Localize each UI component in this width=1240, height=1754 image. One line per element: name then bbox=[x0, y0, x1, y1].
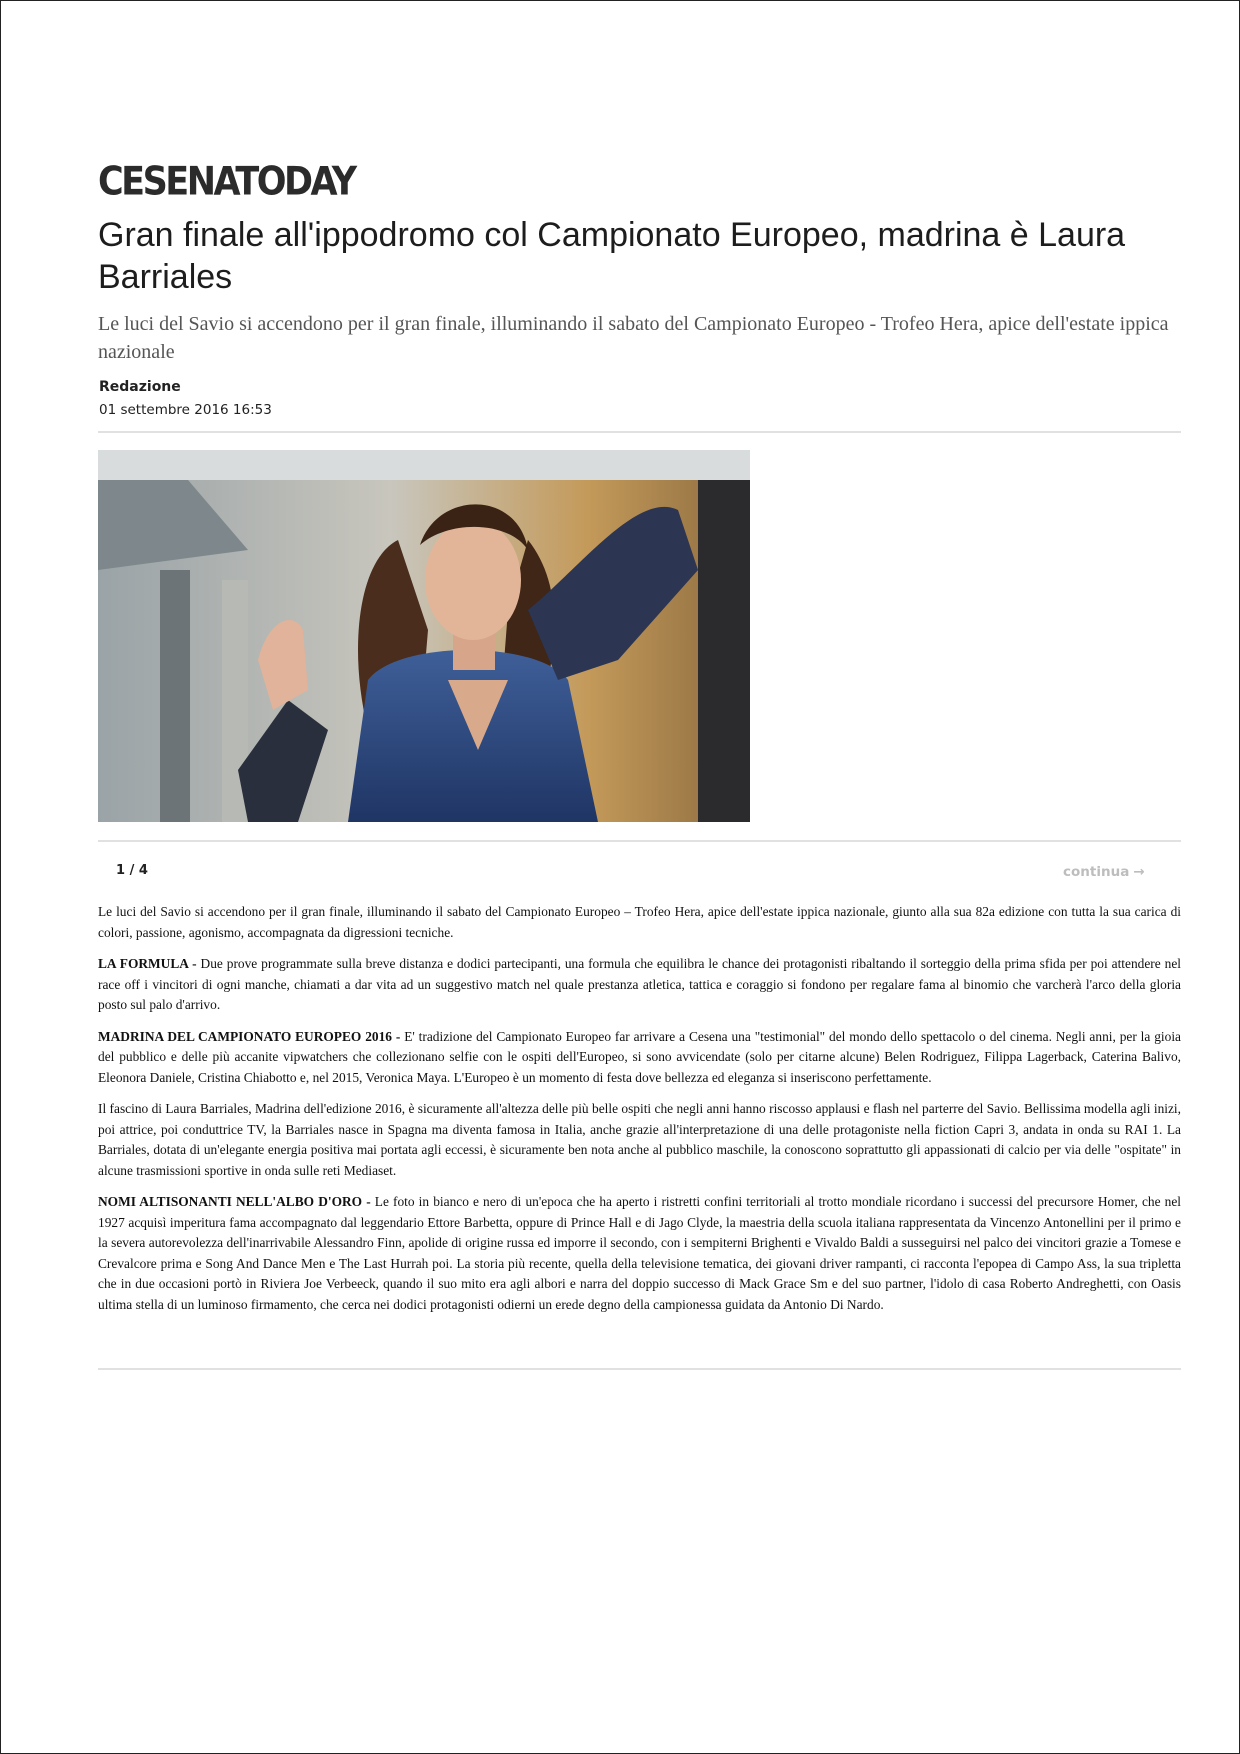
divider bbox=[98, 431, 1181, 433]
gallery-photo[interactable] bbox=[98, 450, 750, 822]
article-date: 01 settembre 2016 16:53 bbox=[99, 402, 272, 418]
continue-label: continua bbox=[1063, 864, 1130, 880]
article-subtitle: Le luci del Savio si accendono per il gran finale, illuminando il sabato del Campionato Europeo - Trofeo Hera, apice dell'estate ippica nazionale bbox=[98, 313, 1169, 363]
section-heading: MADRINA DEL CAMPIONATO EUROPEO 2016 - bbox=[98, 1028, 401, 1044]
section-heading: LA FORMULA - bbox=[98, 956, 197, 971]
article-title: Gran finale all'ippodromo col Campionato Europeo, madrina è Laura Barriales bbox=[98, 216, 1126, 296]
article-author[interactable]: Redazione bbox=[99, 379, 181, 395]
article-body bbox=[98, 902, 1181, 1326]
paragraph: Le luci del Savio si accendono per il gran finale, illuminando il sabato del Campionato Europeo – Trofeo Hera, apice dell'estate ippica nazionale, giunto alla sua 82a edizione con tutta la sua carica di colori, passione, agonismo, accompagnata da digressioni tecniche. bbox=[98, 904, 1181, 940]
paragraph: LA FORMULA - Due prove programmate sulla breve distanza e dodici partecipanti, una formula che equilibra le chance dei protagonisti ribaltando il sorteggio della prima sfida per poi attendere nel race off i vincitori di ogni manche, chiamati a dar vita ad un suggestivo match nel quale prestanza atletica, tattica e coraggio si fondono per regalare fama al binomio che varcherà l'arco della gloria posto sul palo d'arrivo. bbox=[98, 956, 1181, 1012]
section-heading: NOMI ALTISONANTI NELL'ALBO D'ORO - bbox=[98, 1194, 371, 1209]
continue-button[interactable] bbox=[1063, 864, 1145, 880]
site-logo[interactable]: CESENATODAY bbox=[98, 160, 355, 205]
divider bbox=[98, 1368, 1181, 1370]
paragraph: Il fascino di Laura Barriales, Madrina dell'edizione 2016, è sicuramente all'altezza delle più belle ospiti che negli anni hanno riscosso applausi e flash nel parterre del Savio. Bellissima modella agli inizi, poi attrice, poi conduttrice TV, la Barriales nasce in Spagna ma diventa famosa in Italia, anche grazie all'interpretazione di una delle protagoniste nella fiction Capri 3, andata in onda su RAI 1. La Barriales, dotata di un'elegante energia positiva mai portata agli eccessi, è sicuramente ben nota anche al pubblico maschile, la conoscono soprattutto gli appassionati di calcio per via delle "ospitate" in alcune trasmissioni sportive in onda sulle reti Mediaset. bbox=[98, 1101, 1181, 1178]
gallery-counter: 1 / 4 bbox=[116, 863, 148, 878]
paragraph: MADRINA DEL CAMPIONATO EUROPEO 2016 - E' tradizione del Campionato Europeo far arrivare a Cesena una "testimonial" del mondo dello spettacolo o del cinema. Negli anni, per la gioia del pubblico e delle più accanite vipwatchers che collezionano selfie con le ospiti dell'Europeo, si sono avvicendate (solo per citarne alcune) Belen Rodriguez, Filippa Lagerback, Caterina Balivo, Eleonora Daniele, Cristina Chiabotto e, nel 2015, Veronica Maya. L'Europeo è un momento di festa dove bellezza ed eleganza si inseriscono perfettamente. bbox=[98, 1028, 1181, 1085]
divider bbox=[98, 840, 1181, 842]
arrow-right-icon: → bbox=[1133, 864, 1145, 880]
paragraph: NOMI ALTISONANTI NELL'ALBO D'ORO - Le foto in bianco e nero di un'epoca che ha aperto i ristretti confini territoriali al trotto mondiale ricordano i successi del precursore Homer, che nel 1927 acquisì imperitura fama accompagnato dal leggendario Ettore Barbetta, oppure di Prince Hall e di Jago Clyde, la maestria della scuola italiana rappresentata da Vincenzo Antonellini per il primo e la severa autorevolezza dell'inarrivabile Alessandro Finn, apolide di origine russa ed imporre il secondo, con i sempiterni Brighenti e Vivaldo Baldi a susseguirsi nel palco dei vincitori grazie a Tomese e Crevalcore prima e Song And Dance Men e The Last Hurrah poi. La storia più recente, quella della televisione tematica, dei giovani driver rampanti, ci racconta l'epopea di Campo Ass, la sua tripletta che in due occasioni portò in Riviera Joe Verbeeck, quando il suo mito era agli albori e narra del doppio successo di Mack Grace Sm e del suo partner, l'idolo di casa Roberto Andreghetti, con Oasis ultima stella di un luminoso firmamento, che cerca nei dodici protagonisti odierni un erede degno della campionessa guidata da Antonio Di Nardo. bbox=[98, 1194, 1181, 1312]
